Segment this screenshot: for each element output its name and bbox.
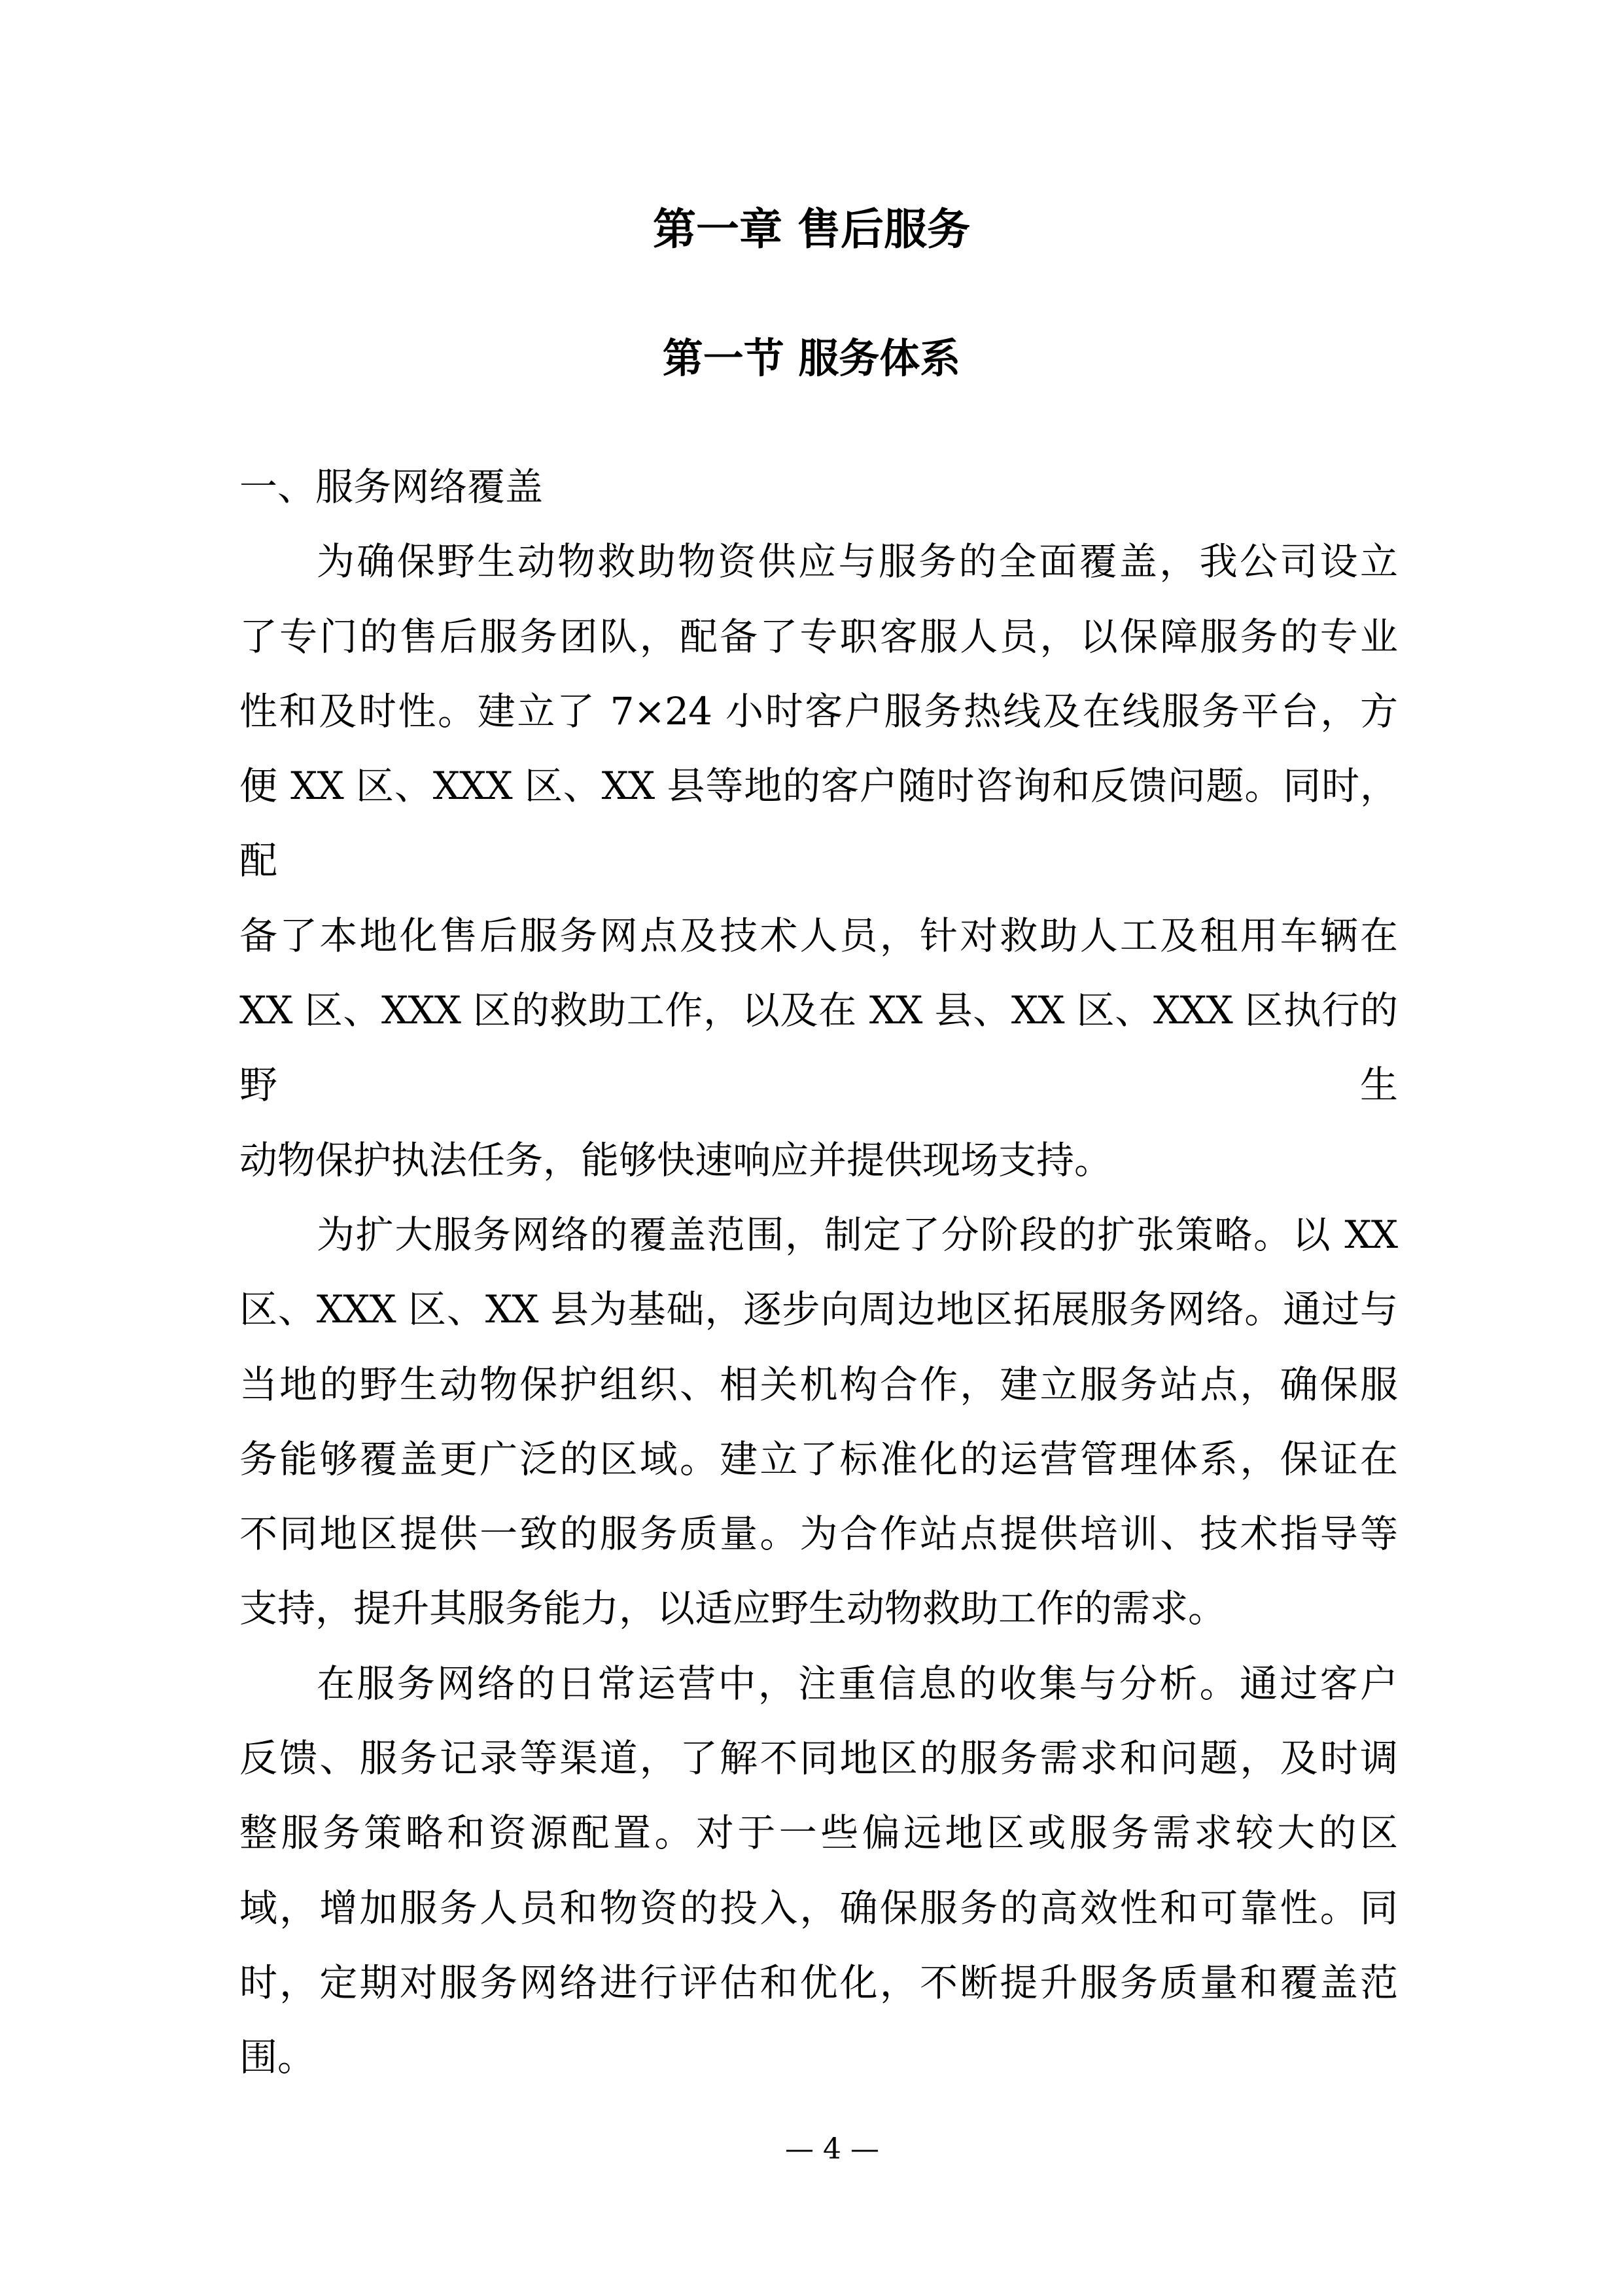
text-line: 围。 bbox=[239, 2035, 316, 2080]
text-line: 区、XXX 区、XX 县为基础，逐步向周边地区拓展服务网络。通过与 bbox=[239, 1287, 1397, 1332]
text-line: 不同地区提供一致的服务质量。为合作站点提供培训、技术指导等 bbox=[239, 1511, 1397, 1557]
text-line: 备了本地化售后服务网点及技术人员，针对救助人工及租用车辆在 bbox=[239, 913, 1397, 958]
text-line: 性和及时性。建立了 7×24 小时客户服务热线及在线服务平台，方 bbox=[239, 688, 1397, 733]
text-line: 为确保野生动物救助物资供应与服务的全面覆盖，我公司设立 bbox=[317, 539, 1397, 584]
text-line: XX 区、XXX 区的救助工作，以及在 XX 县、XX 区、XXX 区执行的野生 bbox=[239, 988, 1397, 1108]
subheading: 一、服务网络覆盖 bbox=[239, 465, 544, 509]
paragraph-1 bbox=[239, 524, 1397, 1197]
text-line: 动物保护执法任务，能够快速响应并提供现场支持。 bbox=[239, 1137, 1113, 1182]
text-line: 在服务网络的日常运营中，注重信息的收集与分析。通过客户 bbox=[317, 1661, 1397, 1706]
text-line: 当地的野生动物保护组织、相关机构合作，建立服务站点，确保服 bbox=[239, 1362, 1397, 1407]
text-line: 支持，提升其服务能力，以适应野生动物救助工作的需求。 bbox=[239, 1586, 1227, 1631]
page-number: — 4 — bbox=[785, 2132, 879, 2166]
paragraph-3 bbox=[239, 1646, 1397, 2095]
text-line: 务能够覆盖更广泛的区域。建立了标准化的运营管理体系，保证在 bbox=[239, 1436, 1397, 1481]
text-line: 便 XX 区、XXX 区、XX 县等地的客户随时咨询和反馈问题。同时，配 bbox=[239, 764, 1397, 883]
text-line: 时，定期对服务网络进行评估和优化，不断提升服务质量和覆盖范 bbox=[239, 1960, 1397, 2005]
text-line: 域，增加服务人员和物资的投入，确保服务的高效性和可靠性。同 bbox=[239, 1885, 1397, 1930]
paragraph-2 bbox=[239, 1197, 1397, 1646]
text-line: 反馈、服务记录等渠道，了解不同地区的服务需求和问题，及时调 bbox=[239, 1736, 1397, 1781]
chapter-title: 第一章 售后服务 bbox=[653, 203, 970, 255]
document-body bbox=[239, 450, 1397, 2133]
text-line: 整服务策略和资源配置。对于一些偏远地区或服务需求较大的区 bbox=[239, 1810, 1397, 1856]
page-flow bbox=[0, 450, 1623, 2192]
section-title: 第一节 服务体系 bbox=[662, 334, 961, 382]
text-line: 为扩大服务网络的覆盖范围，制定了分阶段的扩张策略。以 XX bbox=[317, 1212, 1397, 1257]
text-line: 了专门的售后服务团队，配备了专职客服人员，以保障服务的专业 bbox=[239, 614, 1397, 659]
